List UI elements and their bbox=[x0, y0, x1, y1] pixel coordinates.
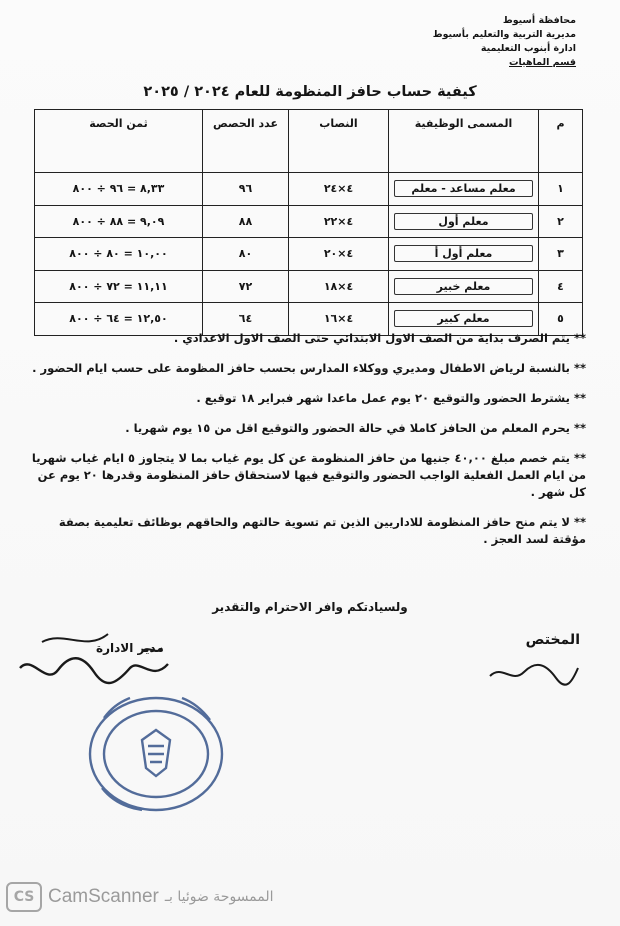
letterhead-directorate: مديرية التربية والتعليم بأسيوط bbox=[432, 29, 576, 40]
note-item: ** يشترط الحضور والتوقيع ٢٠ يوم عمل ماعدا شهر فبراير ١٨ توقيع . bbox=[196, 391, 586, 405]
header-job-title: المسمى الوظيفية bbox=[389, 110, 539, 173]
cell-lesson-price: ٨,٣٣ = ٩٦ ÷ ٨٠٠ bbox=[35, 173, 203, 206]
cell-num: ٢ bbox=[539, 205, 583, 238]
cell-num: ٤ bbox=[539, 270, 583, 303]
cell-lesson-count: ٩٦ bbox=[203, 173, 289, 206]
cell-lesson-price: ١٠,٠٠ = ٨٠ ÷ ٨٠٠ bbox=[35, 238, 203, 271]
letterhead-administration: ادارة أبنوب التعليمية bbox=[480, 43, 576, 54]
document-title: كيفية حساب حافز المنظومة للعام ٢٠٢٤ / ٢٠٢٥ bbox=[143, 84, 477, 100]
director-label: مدير الادارة bbox=[96, 641, 164, 655]
specialist-signature bbox=[486, 660, 582, 686]
camscanner-logo-icon: CS bbox=[6, 882, 42, 912]
camscanner-arabic-caption: الممسوحة ضوئيا بـ bbox=[164, 889, 274, 905]
cell-teaching-load: ٤×٢٠ bbox=[289, 238, 389, 271]
table-row bbox=[35, 205, 583, 238]
cell-lesson-price: ٩,٠٩ = ٨٨ ÷ ٨٠٠ bbox=[35, 205, 203, 238]
header-num: م bbox=[539, 110, 583, 173]
cell-lesson-count: ٧٢ bbox=[203, 270, 289, 303]
notes-list bbox=[30, 330, 586, 561]
official-seal-stamp bbox=[82, 688, 230, 818]
cell-lesson-count: ٨٠ bbox=[203, 238, 289, 271]
cell-num: ١ bbox=[539, 173, 583, 206]
cell-job-title: معلم أول bbox=[389, 205, 539, 238]
director-signature bbox=[12, 624, 182, 696]
table-row bbox=[35, 238, 583, 271]
letterhead-department: قسم الماهيات bbox=[509, 57, 576, 68]
cell-teaching-load: ٤×٢٤ bbox=[289, 173, 389, 206]
cell-lesson-price: ١١,١١ = ٧٢ ÷ ٨٠٠ bbox=[35, 270, 203, 303]
cell-job-title: معلم أول أ bbox=[389, 238, 539, 271]
incentive-table bbox=[34, 109, 583, 336]
letterhead-governorate: محافظة أسيوط bbox=[502, 15, 576, 26]
camscanner-app-name: CamScanner bbox=[48, 886, 159, 907]
specialist-label: المختص bbox=[525, 632, 580, 648]
header-lesson-count: عدد الحصص bbox=[203, 110, 289, 173]
cell-teaching-load: ٤×١٦ bbox=[289, 303, 389, 336]
header-teaching-load: النصاب bbox=[289, 110, 389, 173]
note-item: ** بالنسبة لرياض الاطفال ومديري ووكلاء المدارس بحسب حافز المظومة على حسب ايام الحضور . bbox=[32, 361, 586, 375]
camscanner-watermark bbox=[6, 880, 406, 914]
header-lesson-price: ثمن الحصة bbox=[35, 110, 203, 173]
table-row bbox=[35, 270, 583, 303]
cell-job-title: معلم كبير bbox=[389, 303, 539, 336]
letterhead bbox=[433, 14, 576, 70]
note-item: ** يحرم المعلم من الحافز كاملا في حالة الحضور والتوقيع اقل من ١٥ يوم شهريا . bbox=[125, 421, 586, 435]
cell-job-title: معلم خبير bbox=[389, 270, 539, 303]
note-item: ** يتم الصرف بداية من الصف الاول الابتدائي حتى الصف الاول الاعدادي . bbox=[173, 331, 586, 345]
cell-lesson-count: ٦٤ bbox=[203, 303, 289, 336]
cell-teaching-load: ٤×٢٢ bbox=[289, 205, 389, 238]
table-row bbox=[35, 173, 583, 206]
table-header-row bbox=[35, 110, 583, 173]
cell-num: ٥ bbox=[539, 303, 583, 336]
cell-num: ٣ bbox=[539, 238, 583, 271]
cell-job-title: معلم مساعد - معلم bbox=[389, 173, 539, 206]
closing-salutation: ولسيادتكم وافر الاحترام والتقدير bbox=[212, 600, 408, 614]
cell-lesson-price: ١٢,٥٠ = ٦٤ ÷ ٨٠٠ bbox=[35, 303, 203, 336]
note-item: ** لا يتم منح حافز المنظومة للاداريين الذين تم تسوية حالتهم والحاقهم بوظائف تعليمية بصفة مؤقتة لسد العجز . bbox=[58, 515, 586, 546]
note-item: ** يتم خصم مبلغ ٤٠,٠٠ جنيها من حافز المنظومة عن كل يوم غياب بما لا يتجاوز ٥ ايام غياب شهريا من ايام العمل الفعلية الواجب الحضور والتوقيع فيها لاستحقاق حافز المنظومة وقدرها ٢٠ يوم عن كل شهر . bbox=[31, 451, 586, 499]
cell-teaching-load: ٤×١٨ bbox=[289, 270, 389, 303]
cell-lesson-count: ٨٨ bbox=[203, 205, 289, 238]
